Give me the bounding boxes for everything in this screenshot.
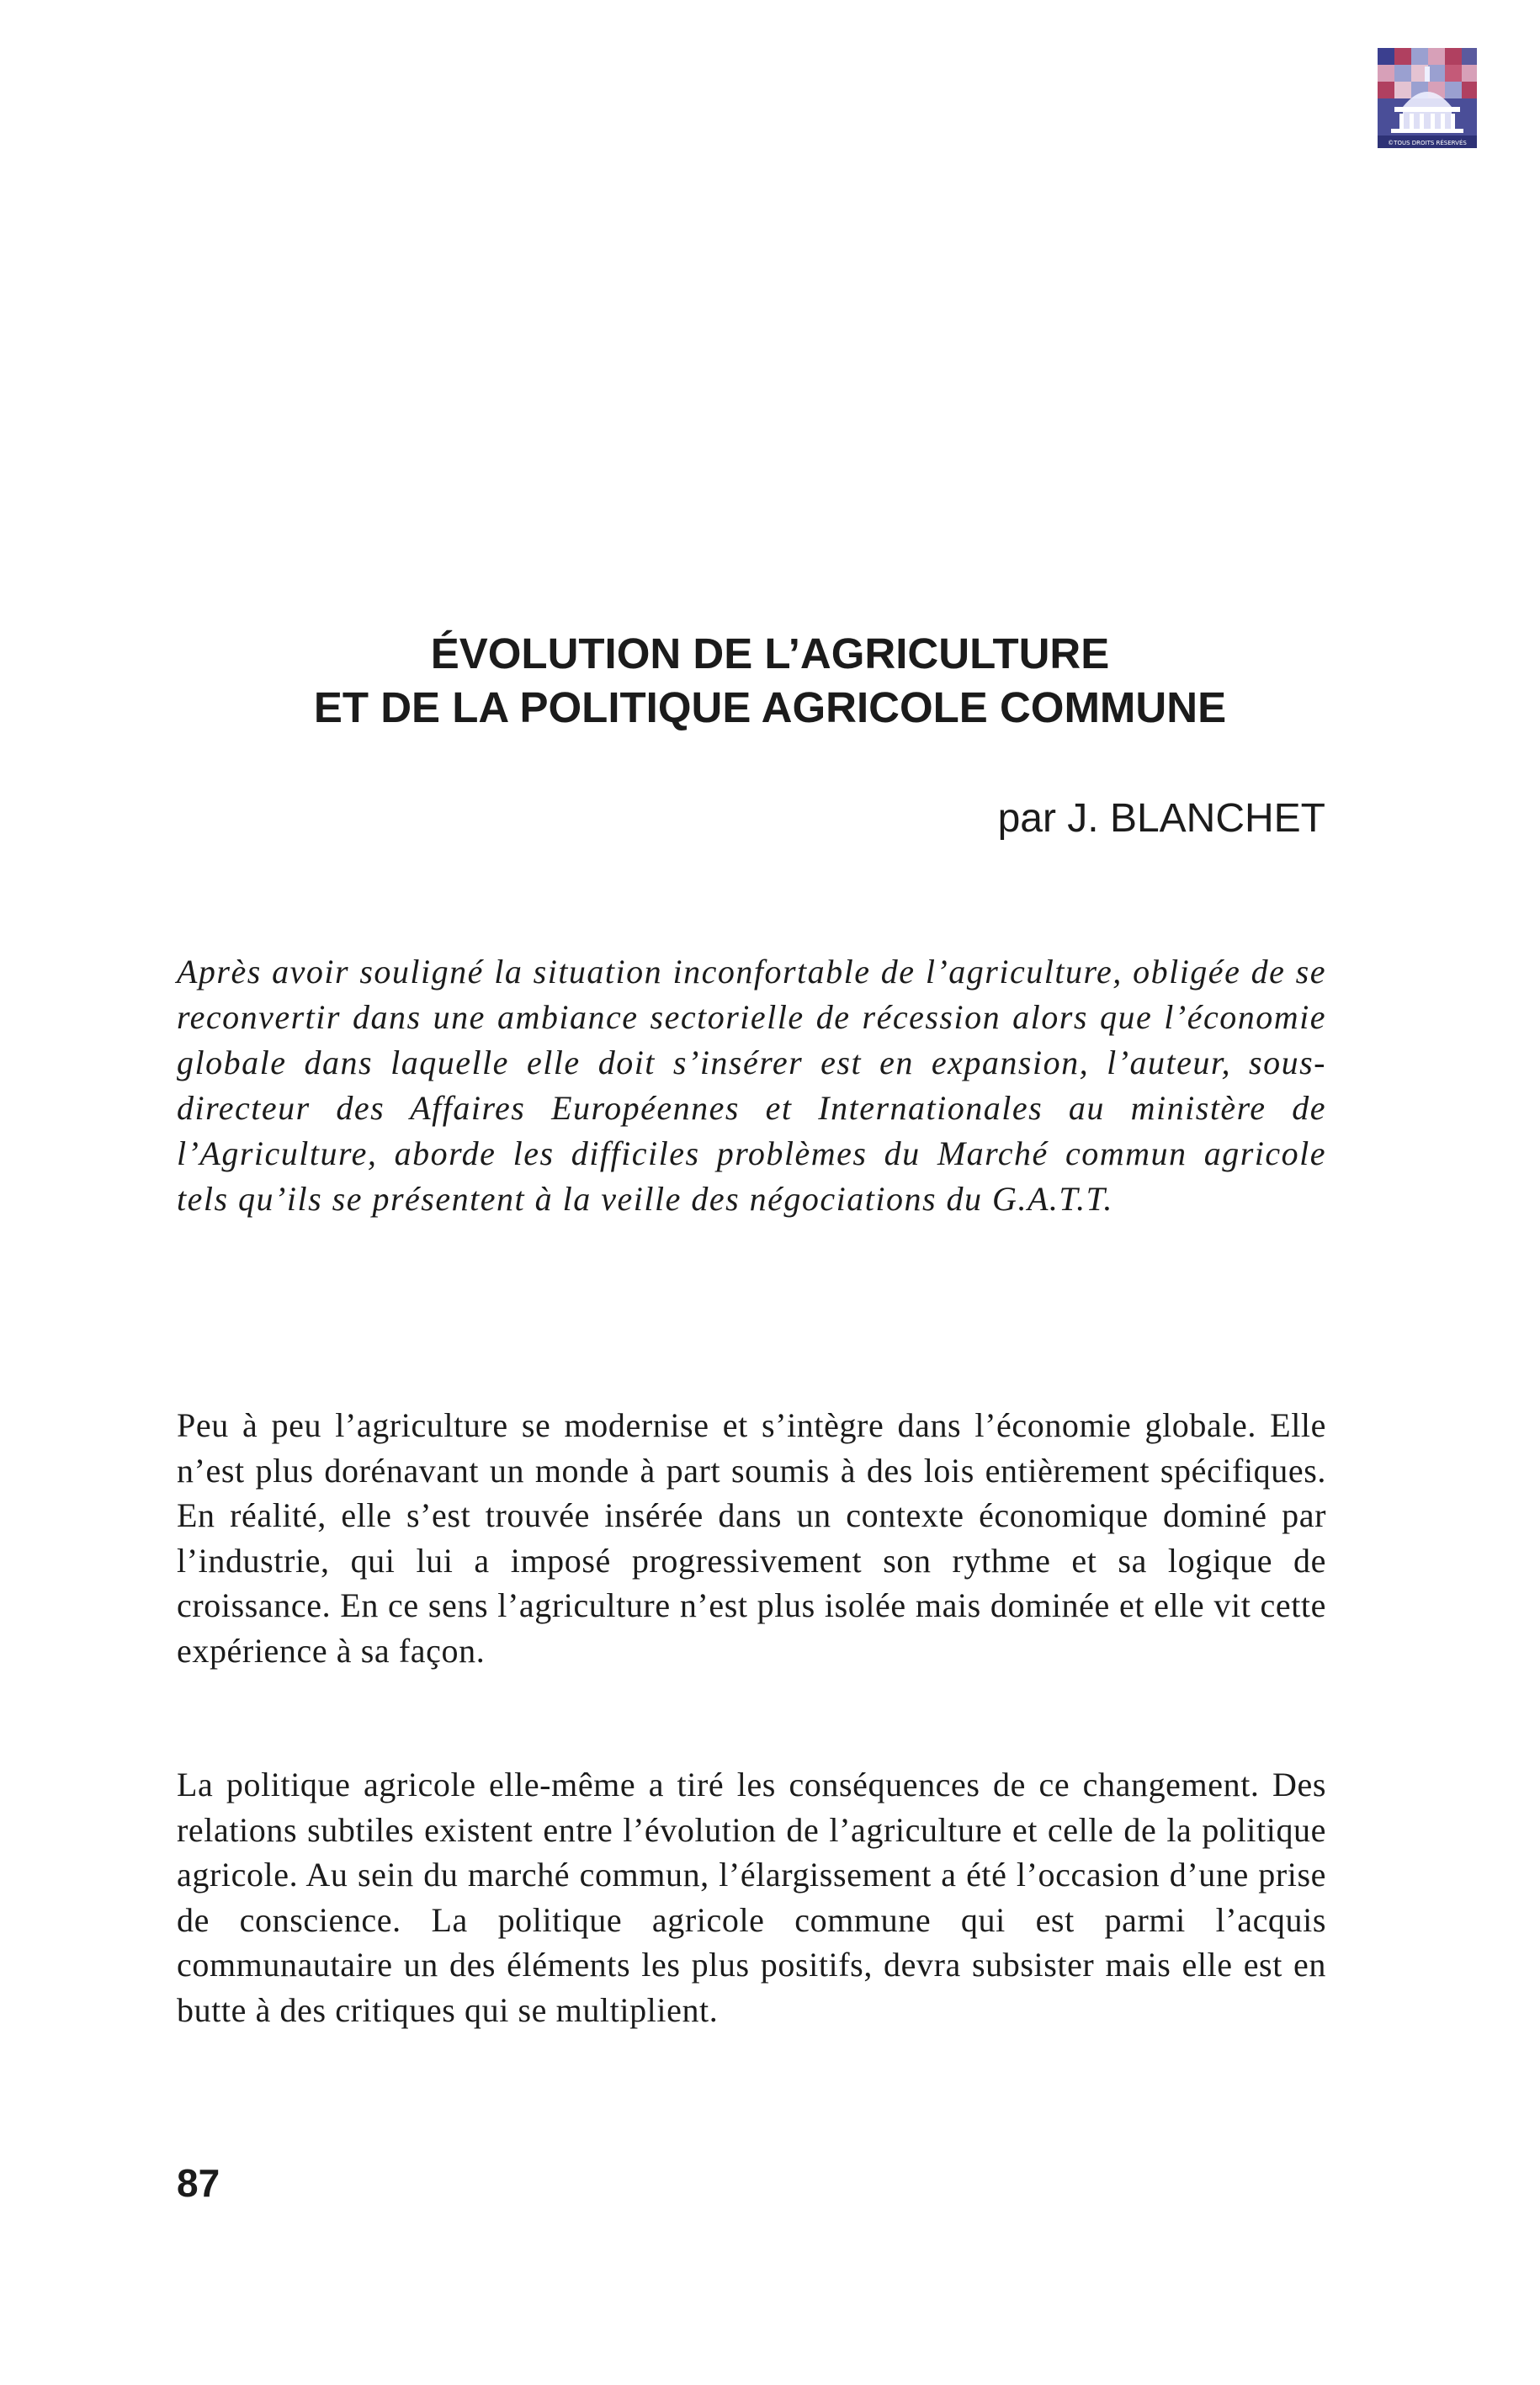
title-line-1: ÉVOLUTION DE L’AGRICULTURE	[430, 629, 1110, 677]
title-line-2: ET DE LA POLITIQUE AGRICOLE COMMUNE	[313, 683, 1227, 731]
page-number: 87	[177, 2161, 220, 2205]
article-title	[0, 627, 1540, 735]
body-paragraph-1: Peu à peu l’agriculture se modernise et s’intègre dans l’économie globale. Elle n’est plus dorénavant un monde à part soumis à des lois entièrement spécifiques. En réalité, elle s’est trouvée insérée dans un contexte économique dominé par l’industrie, qui lui a imposé progressivement son rythme et sa logique de croissance. En ce sens l’agriculture n’est plus isolée mais dominée et elle vit cette expérience à sa façon.	[177, 1406, 1326, 1670]
body-paragraph-2: La politique agricole elle-même a tiré les conséquences de ce changement. Des relations subtiles existent entre l’évolution de l’agriculture et celle de la politique agricole. Au sein du marché commun, l’élargissement a été l’occasion d’une prise de conscience. La politique agricole commune qui est parmi l’acquis communautaire un des éléments les plus positifs, devra subsister mais elle est en butte à des critiques qui se multiplient.	[177, 1766, 1326, 2029]
author-byline: par J. BLANCHET	[997, 796, 1325, 841]
abstract: Après avoir souligné la situation inconfortable de l’agriculture, obligée de se reconvertir dans une ambiance sectorielle de récession alors que l’économie globale dans laquelle elle doit s’insérer est en expansion, l’auteur, sous-directeur des Affaires Européennes et Internationales au ministère de l’Agriculture, aborde les difficiles problèmes du Marché commun agricole tels qu’ils se présentent à la veille des négociations du G.A.T.T.	[177, 953, 1326, 1218]
building-dome-icon	[1378, 48, 1477, 148]
publisher-logo	[1378, 48, 1477, 148]
logo-caption: ©TOUS DROITS RÉSERVÉS	[1388, 140, 1467, 146]
